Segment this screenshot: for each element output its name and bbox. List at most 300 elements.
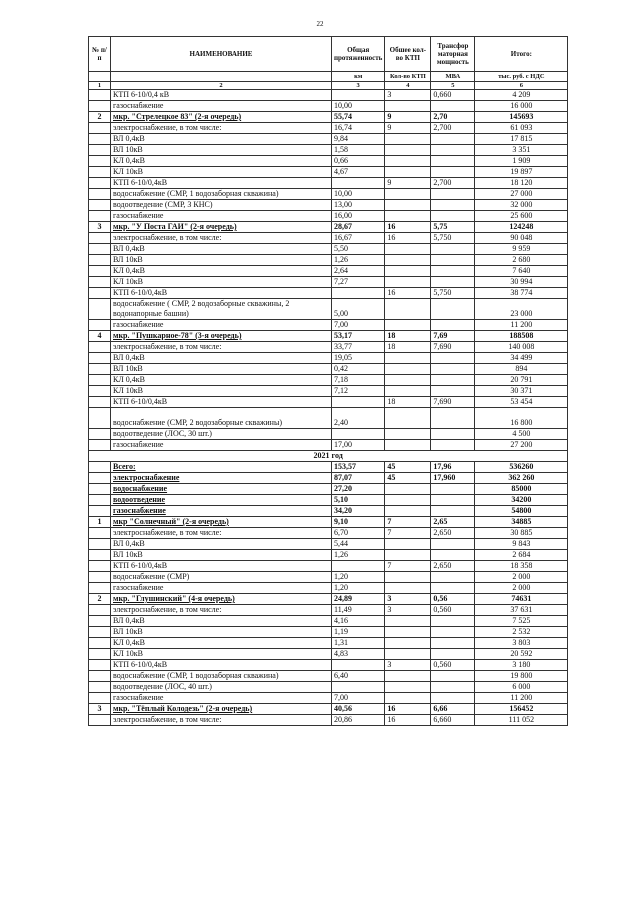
ktp-count <box>385 495 431 506</box>
power-value <box>431 682 475 693</box>
table-row <box>89 660 568 671</box>
row-number <box>89 671 111 682</box>
row-number <box>89 462 111 473</box>
page-number: 22 <box>316 20 324 28</box>
row-number <box>89 167 111 178</box>
length-value: 20,86 <box>332 715 385 726</box>
table-row <box>89 299 568 320</box>
power-value <box>431 440 475 451</box>
total-cost: 140 008 <box>475 342 568 353</box>
table-row <box>89 693 568 704</box>
item-name: мкр "Солнечный" (2-я очередь) <box>111 517 332 528</box>
length-value: 4,16 <box>332 616 385 627</box>
ktp-count: 7 <box>385 561 431 572</box>
item-name: КТП 6-10/0,4кВ <box>111 178 332 189</box>
item-name: водоотведение (ЛОС, 40 шт.) <box>111 682 332 693</box>
total-cost: 38 774 <box>475 288 568 299</box>
total-cost: 34885 <box>475 517 568 528</box>
unit-length: км <box>332 72 385 82</box>
table-row <box>89 572 568 583</box>
item-name: электроснабжение, в том числе: <box>111 715 332 726</box>
table-row <box>89 605 568 616</box>
total-cost: 2 684 <box>475 550 568 561</box>
table-row <box>89 90 568 101</box>
total-cost: 16 800 <box>475 408 568 429</box>
total-cost: 20 791 <box>475 375 568 386</box>
ktp-count: 16 <box>385 288 431 299</box>
item-name: водоотведение <box>111 495 332 506</box>
length-value <box>332 682 385 693</box>
total-cost: 18 358 <box>475 561 568 572</box>
item-name: КТП 6-10/0,4кВ <box>111 288 332 299</box>
length-value: 24,89 <box>332 594 385 605</box>
ktp-count <box>385 101 431 112</box>
item-name: ВЛ 0,4кВ <box>111 134 332 145</box>
power-value <box>431 572 475 583</box>
length-value <box>332 90 385 101</box>
total-cost: 18 120 <box>475 178 568 189</box>
length-value: 7,27 <box>332 277 385 288</box>
header-name: НАИМЕНОВАНИЕ <box>111 37 332 72</box>
length-value: 5,00 <box>332 299 385 320</box>
length-value: 13,00 <box>332 200 385 211</box>
power-value <box>431 299 475 320</box>
row-number <box>89 353 111 364</box>
power-value <box>431 189 475 200</box>
total-cost: 23 000 <box>475 299 568 320</box>
table-row <box>89 539 568 550</box>
table-row <box>89 528 568 539</box>
item-name: КТП 6-10/0,4 кВ <box>111 90 332 101</box>
power-value: 17,96 <box>431 462 475 473</box>
total-cost: 20 592 <box>475 649 568 660</box>
item-name: ВЛ 0,4кВ <box>111 244 332 255</box>
row-number <box>89 364 111 375</box>
table-row <box>89 222 568 233</box>
item-name: КТП 6-10/0,4кВ <box>111 397 332 408</box>
total-cost: 3 803 <box>475 638 568 649</box>
ktp-count <box>385 408 431 429</box>
item-name: водоотведение (СМР, 3 КНС) <box>111 200 332 211</box>
item-name: водоснабжение (СМР, 2 водозаборные скважины) <box>111 408 332 429</box>
ktp-count <box>385 156 431 167</box>
item-name: Всего: <box>111 462 332 473</box>
unit-total: тыс. руб. с НДС <box>475 72 568 82</box>
ktp-count <box>385 375 431 386</box>
row-number <box>89 101 111 112</box>
item-name: КЛ 0,4кВ <box>111 156 332 167</box>
power-value <box>431 134 475 145</box>
power-value <box>431 244 475 255</box>
ktp-count <box>385 682 431 693</box>
row-number <box>89 386 111 397</box>
item-name: мкр. "Пушкарное-78" (3-я очередь) <box>111 331 332 342</box>
table-row <box>89 627 568 638</box>
table-row <box>89 211 568 222</box>
table-row <box>89 364 568 375</box>
ktp-count: 45 <box>385 473 431 484</box>
length-value: 1,26 <box>332 550 385 561</box>
power-value <box>431 671 475 682</box>
total-cost: 32 000 <box>475 200 568 211</box>
item-name: ВЛ 10кВ <box>111 255 332 266</box>
item-name: электроснабжение, в том числе: <box>111 233 332 244</box>
row-number <box>89 627 111 638</box>
row-number <box>89 583 111 594</box>
table-row <box>89 682 568 693</box>
total-cost: 19 897 <box>475 167 568 178</box>
power-value: 7,69 <box>431 331 475 342</box>
power-value: 0,660 <box>431 90 475 101</box>
item-name: КЛ 10кВ <box>111 386 332 397</box>
table-row <box>89 386 568 397</box>
total-cost: 4 209 <box>475 90 568 101</box>
table-row <box>89 288 568 299</box>
table-row <box>89 473 568 484</box>
ktp-count <box>385 134 431 145</box>
total-cost: 9 959 <box>475 244 568 255</box>
row-number <box>89 277 111 288</box>
unit-power: МВА <box>431 72 475 82</box>
row-number <box>89 528 111 539</box>
length-value: 5,10 <box>332 495 385 506</box>
total-cost: 9 843 <box>475 539 568 550</box>
length-value <box>332 178 385 189</box>
item-name: электроснабжение, в том числе: <box>111 528 332 539</box>
length-value: 7,18 <box>332 375 385 386</box>
row-number <box>89 605 111 616</box>
item-name: электроснабжение, в том числе: <box>111 605 332 616</box>
power-value <box>431 408 475 429</box>
length-value <box>332 561 385 572</box>
row-number: 2 <box>89 594 111 605</box>
ktp-count <box>385 550 431 561</box>
column-number: 3 <box>332 82 385 90</box>
item-name: водоснабжение (СМР) <box>111 572 332 583</box>
row-number <box>89 429 111 440</box>
length-value: 16,74 <box>332 123 385 134</box>
length-value: 0,66 <box>332 156 385 167</box>
power-value: 2,65 <box>431 517 475 528</box>
length-value: 19,05 <box>332 353 385 364</box>
length-value: 1,19 <box>332 627 385 638</box>
length-value: 5,44 <box>332 539 385 550</box>
power-value <box>431 277 475 288</box>
table-row <box>89 244 568 255</box>
item-name: ВЛ 10кВ <box>111 145 332 156</box>
length-value: 1,20 <box>332 583 385 594</box>
column-number: 2 <box>111 82 332 90</box>
table-row <box>89 484 568 495</box>
total-cost: 30 885 <box>475 528 568 539</box>
table-row <box>89 233 568 244</box>
ktp-count <box>385 638 431 649</box>
length-value: 28,67 <box>332 222 385 233</box>
total-cost: 156452 <box>475 704 568 715</box>
ktp-count <box>385 649 431 660</box>
length-value: 153,57 <box>332 462 385 473</box>
length-value: 7,00 <box>332 693 385 704</box>
item-name: газоснабжение <box>111 583 332 594</box>
ktp-count <box>385 266 431 277</box>
length-value: 1,58 <box>332 145 385 156</box>
power-value: 2,700 <box>431 178 475 189</box>
item-name: ВЛ 10кВ <box>111 364 332 375</box>
ktp-count <box>385 627 431 638</box>
power-value <box>431 539 475 550</box>
table-row <box>89 167 568 178</box>
power-value: 0,560 <box>431 605 475 616</box>
length-value: 53,17 <box>332 331 385 342</box>
total-cost: 74631 <box>475 594 568 605</box>
length-value: 11,49 <box>332 605 385 616</box>
table-row <box>89 375 568 386</box>
row-number <box>89 233 111 244</box>
total-cost: 16 000 <box>475 101 568 112</box>
length-value: 1,31 <box>332 638 385 649</box>
power-value <box>431 484 475 495</box>
row-number <box>89 715 111 726</box>
item-name: электроснабжение, в том числе: <box>111 123 332 134</box>
year-row <box>89 451 568 462</box>
length-value: 33,77 <box>332 342 385 353</box>
table-row <box>89 594 568 605</box>
power-value: 2,650 <box>431 528 475 539</box>
length-value <box>332 429 385 440</box>
total-cost: 4 500 <box>475 429 568 440</box>
row-number <box>89 484 111 495</box>
table-row <box>89 156 568 167</box>
ktp-count <box>385 145 431 156</box>
total-cost: 85000 <box>475 484 568 495</box>
table-row <box>89 429 568 440</box>
length-value: 40,56 <box>332 704 385 715</box>
ktp-count: 18 <box>385 342 431 353</box>
power-value <box>431 353 475 364</box>
total-cost: 2 532 <box>475 627 568 638</box>
length-value: 2,64 <box>332 266 385 277</box>
item-name: ВЛ 10кВ <box>111 627 332 638</box>
ktp-count <box>385 429 431 440</box>
total-cost: 7 640 <box>475 266 568 277</box>
power-value <box>431 495 475 506</box>
ktp-count: 9 <box>385 178 431 189</box>
power-value <box>431 101 475 112</box>
table-row <box>89 506 568 517</box>
item-name: мкр. "Глушинский" (4-я очередь) <box>111 594 332 605</box>
row-number <box>89 638 111 649</box>
power-value <box>431 255 475 266</box>
table-row <box>89 189 568 200</box>
table-row <box>89 495 568 506</box>
power-value <box>431 649 475 660</box>
row-number <box>89 156 111 167</box>
power-value: 6,660 <box>431 715 475 726</box>
item-name: ВЛ 0,4кВ <box>111 539 332 550</box>
total-cost: 7 525 <box>475 616 568 627</box>
length-value: 6,40 <box>332 671 385 682</box>
length-value: 7,12 <box>332 386 385 397</box>
ktp-count <box>385 167 431 178</box>
power-value <box>431 364 475 375</box>
ktp-count <box>385 693 431 704</box>
length-value: 2,40 <box>332 408 385 429</box>
cost-table <box>88 36 568 726</box>
row-number <box>89 255 111 266</box>
total-cost: 145693 <box>475 112 568 123</box>
table-row <box>89 342 568 353</box>
ktp-count: 3 <box>385 594 431 605</box>
total-cost: 111 052 <box>475 715 568 726</box>
row-number <box>89 189 111 200</box>
total-cost: 34 499 <box>475 353 568 364</box>
power-value: 5,75 <box>431 222 475 233</box>
item-name: газоснабжение <box>111 506 332 517</box>
power-value <box>431 375 475 386</box>
item-name: мкр. "Стрелецкое 83" (2-я очередь) <box>111 112 332 123</box>
power-value <box>431 200 475 211</box>
ktp-count <box>385 244 431 255</box>
ktp-count <box>385 506 431 517</box>
total-cost: 188508 <box>475 331 568 342</box>
power-value: 0,56 <box>431 594 475 605</box>
row-number: 3 <box>89 704 111 715</box>
total-cost: 2 000 <box>475 572 568 583</box>
row-number <box>89 572 111 583</box>
total-cost: 30 994 <box>475 277 568 288</box>
ktp-count <box>385 364 431 375</box>
length-value: 5,50 <box>332 244 385 255</box>
table-row <box>89 616 568 627</box>
table-row <box>89 331 568 342</box>
row-number <box>89 123 111 134</box>
item-name: водоснабжение ( СМР, 2 водозаборные скважины, 2 водонапорные башни) <box>111 299 332 320</box>
table-row <box>89 353 568 364</box>
ktp-count: 16 <box>385 222 431 233</box>
power-value <box>431 386 475 397</box>
ktp-count <box>385 200 431 211</box>
header-ktp-count: Обшее кол-во КТП <box>385 37 431 72</box>
ktp-count: 3 <box>385 90 431 101</box>
row-number <box>89 288 111 299</box>
item-name: КЛ 10кВ <box>111 167 332 178</box>
row-number: 1 <box>89 517 111 528</box>
ktp-count <box>385 572 431 583</box>
year-label: 2021 год <box>89 451 568 462</box>
row-number <box>89 693 111 704</box>
row-number <box>89 440 111 451</box>
power-value <box>431 638 475 649</box>
row-number <box>89 134 111 145</box>
ktp-count: 18 <box>385 331 431 342</box>
power-value: 17,960 <box>431 473 475 484</box>
power-value <box>431 145 475 156</box>
table-row <box>89 638 568 649</box>
length-value <box>332 288 385 299</box>
total-cost: 34200 <box>475 495 568 506</box>
column-number: 4 <box>385 82 431 90</box>
item-name: мкр. "У Поста ГАИ" (2-я очередь) <box>111 222 332 233</box>
table-row <box>89 550 568 561</box>
table-row <box>89 704 568 715</box>
total-cost: 61 093 <box>475 123 568 134</box>
header-number: № п/п <box>89 37 111 72</box>
total-cost: 2 680 <box>475 255 568 266</box>
table-row <box>89 408 568 429</box>
length-value: 7,00 <box>332 320 385 331</box>
ktp-count <box>385 353 431 364</box>
ktp-count <box>385 616 431 627</box>
table-row <box>89 397 568 408</box>
length-value: 87,07 <box>332 473 385 484</box>
row-number <box>89 397 111 408</box>
header-total: Итого: <box>475 37 568 72</box>
length-value: 10,00 <box>332 189 385 200</box>
ktp-count: 7 <box>385 528 431 539</box>
total-cost: 2 000 <box>475 583 568 594</box>
row-number <box>89 649 111 660</box>
item-name: газоснабжение <box>111 211 332 222</box>
table-row <box>89 517 568 528</box>
total-cost: 53 454 <box>475 397 568 408</box>
row-number <box>89 299 111 320</box>
power-value: 0,560 <box>431 660 475 671</box>
table-row <box>89 320 568 331</box>
table-row <box>89 561 568 572</box>
length-value: 1,20 <box>332 572 385 583</box>
ktp-count <box>385 671 431 682</box>
row-number <box>89 375 111 386</box>
ktp-count: 9 <box>385 123 431 134</box>
total-cost: 25 600 <box>475 211 568 222</box>
total-cost: 11 200 <box>475 320 568 331</box>
table-row <box>89 440 568 451</box>
power-value <box>431 167 475 178</box>
power-value <box>431 627 475 638</box>
power-value <box>431 211 475 222</box>
total-cost: 30 371 <box>475 386 568 397</box>
table-row <box>89 462 568 473</box>
total-cost: 11 200 <box>475 693 568 704</box>
length-value: 27,20 <box>332 484 385 495</box>
total-cost: 1 909 <box>475 156 568 167</box>
power-value <box>431 266 475 277</box>
length-value: 17,00 <box>332 440 385 451</box>
row-number <box>89 616 111 627</box>
total-cost: 54800 <box>475 506 568 517</box>
item-name: газоснабжение <box>111 440 332 451</box>
item-name: газоснабжение <box>111 693 332 704</box>
row-number <box>89 539 111 550</box>
item-name: газоснабжение <box>111 320 332 331</box>
row-number <box>89 320 111 331</box>
table-row <box>89 266 568 277</box>
power-value <box>431 583 475 594</box>
ktp-count: 3 <box>385 605 431 616</box>
length-value: 4,83 <box>332 649 385 660</box>
length-value: 4,67 <box>332 167 385 178</box>
total-cost: 124248 <box>475 222 568 233</box>
row-number <box>89 473 111 484</box>
length-value: 9,10 <box>332 517 385 528</box>
ktp-count <box>385 189 431 200</box>
item-name: электроснабжение <box>111 473 332 484</box>
power-value <box>431 156 475 167</box>
ktp-count: 7 <box>385 517 431 528</box>
row-number <box>89 90 111 101</box>
power-value <box>431 429 475 440</box>
ktp-count: 45 <box>385 462 431 473</box>
